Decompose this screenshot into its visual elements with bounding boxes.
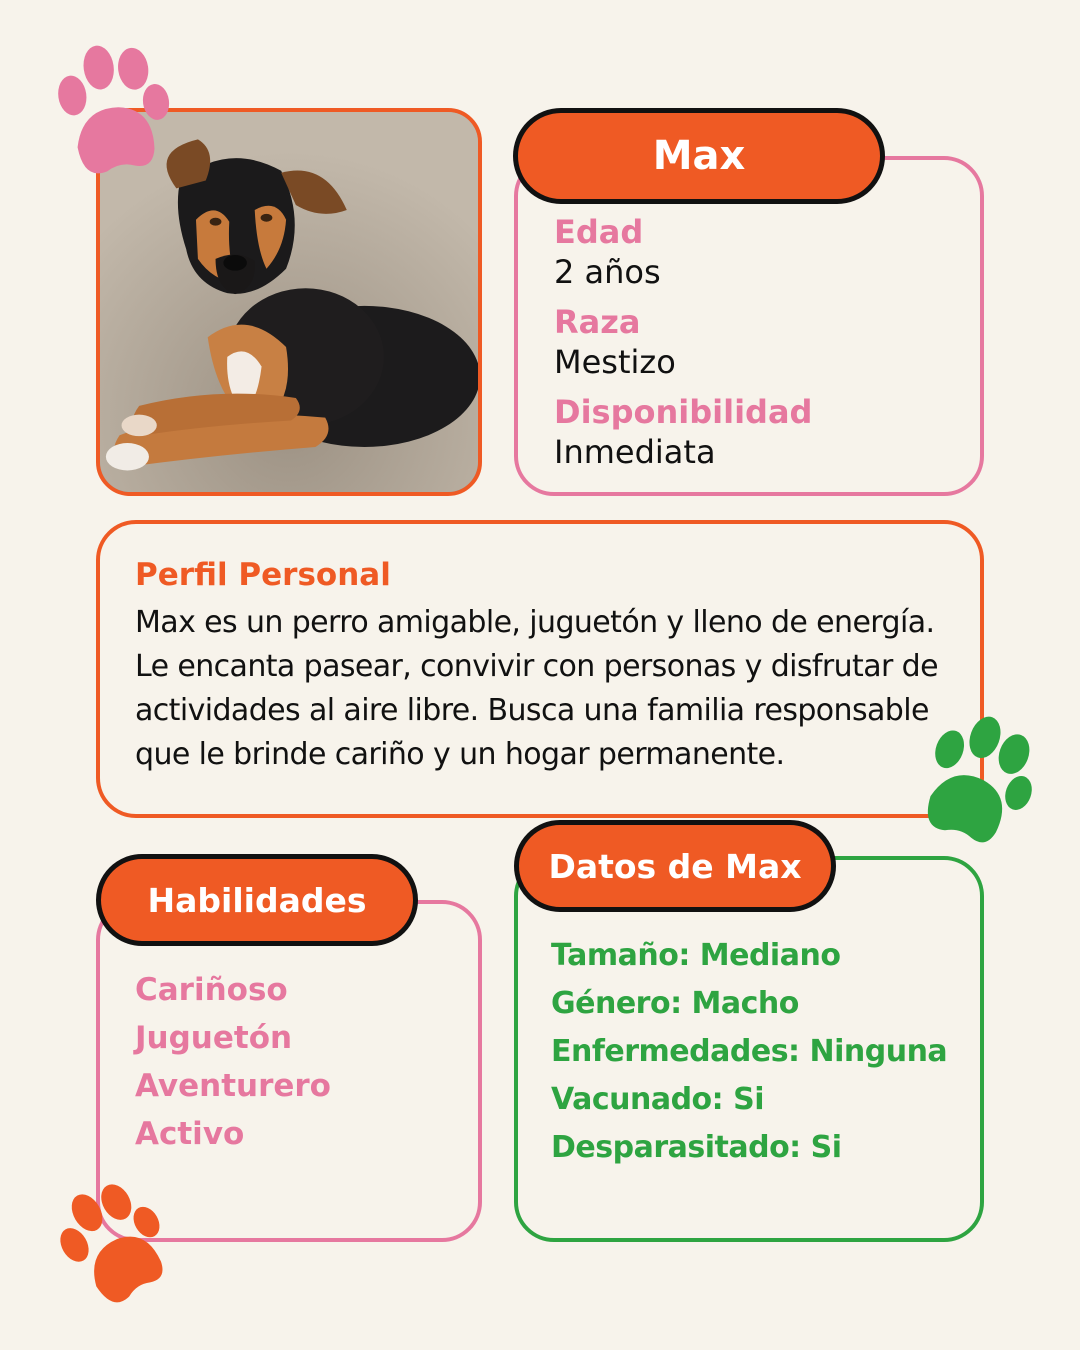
list-item: Tamaño: Mediano [551,938,841,973]
info-field-availability [554,392,812,472]
profile-text: Max es un perro amigable, juguetón y lleno de energía. Le encanta pasear, convivir con personas y disfrutar de actividades al aire libre. Busca una familia responsable que le brinde cariño y un hogar permanente. [135,605,938,772]
info-field-breed [554,302,812,382]
paw-icon [914,714,1040,850]
list-item: Juguetón [135,1020,293,1056]
info-label: Edad [554,213,644,251]
skills-title: Habilidades [96,854,418,946]
list-item: Vacunado: Si [551,1082,764,1117]
list-item: Desparasitado: Si [551,1130,842,1165]
paw-icon [44,1182,184,1308]
info-list [554,212,812,482]
profile-title: Perfil Personal [135,557,391,593]
pet-name: Max [513,108,885,204]
list-item: Género: Macho [551,986,799,1021]
list-item: Aventurero [135,1068,331,1104]
info-field-age [554,212,812,292]
skills-list [135,966,331,1158]
info-value: Inmediata [554,433,716,471]
list-item: Enfermedades: Ninguna [551,1034,948,1069]
facts-list [551,932,947,1172]
facts-title: Datos de Max [514,820,836,912]
list-item: Cariñoso [135,972,288,1008]
info-value: Mestizo [554,343,676,381]
list-item: Activo [135,1116,245,1152]
info-label: Raza [554,303,641,341]
info-value: 2 años [554,253,661,291]
paw-icon [52,42,174,182]
info-label: Disponibilidad [554,393,813,431]
